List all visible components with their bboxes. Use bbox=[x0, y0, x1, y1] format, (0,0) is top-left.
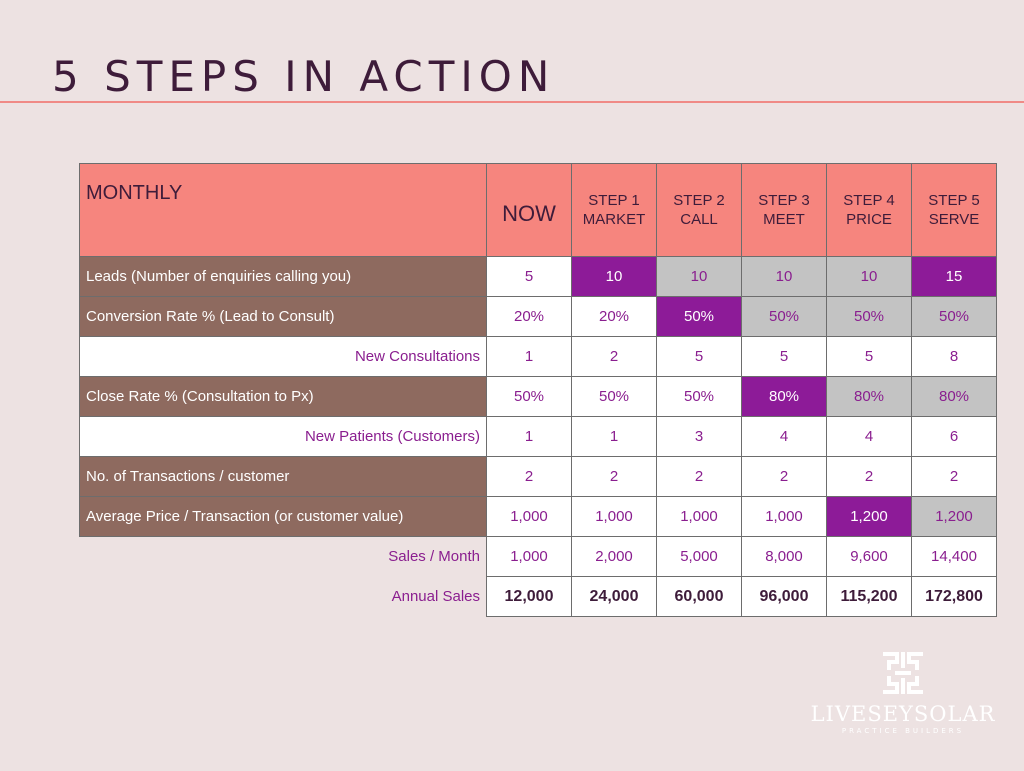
table-cell: 50% bbox=[657, 377, 742, 417]
table-cell: 1,000 bbox=[572, 497, 657, 537]
table-cell: 1 bbox=[487, 337, 572, 377]
table-cell: 8,000 bbox=[742, 537, 827, 577]
row-label: Leads (Number of enquiries calling you) bbox=[80, 257, 487, 297]
column-header-line2: MARKET bbox=[582, 211, 646, 228]
table-cell: 50% bbox=[657, 297, 742, 337]
column-header-line2: SERVE bbox=[928, 211, 980, 228]
table-cell: 50% bbox=[487, 377, 572, 417]
table-cell: 2 bbox=[487, 457, 572, 497]
table-cell: 96,000 bbox=[742, 577, 827, 617]
row-label: No. of Transactions / customer bbox=[80, 457, 487, 497]
sales-month-row bbox=[80, 537, 997, 577]
table-cell: 50% bbox=[912, 297, 997, 337]
table-row bbox=[80, 457, 997, 497]
table-cell: 8 bbox=[912, 337, 997, 377]
table-row bbox=[80, 257, 997, 297]
column-header-step-2 bbox=[657, 164, 742, 257]
table-cell: 4 bbox=[827, 417, 912, 457]
row-label: Conversion Rate % (Lead to Consult) bbox=[80, 297, 487, 337]
table-cell: 12,000 bbox=[487, 577, 572, 617]
column-header-step-3 bbox=[742, 164, 827, 257]
table-cell: 60,000 bbox=[657, 577, 742, 617]
column-header-line2: PRICE bbox=[846, 211, 892, 228]
table-cell: 10 bbox=[657, 257, 742, 297]
column-header-step-4 bbox=[827, 164, 912, 257]
table-cell: 2,000 bbox=[572, 537, 657, 577]
table-cell: 115,200 bbox=[827, 577, 912, 617]
table-cell: 9,600 bbox=[827, 537, 912, 577]
column-header-line1: STEP 3 bbox=[758, 192, 810, 209]
table-header-row bbox=[80, 164, 997, 257]
table-cell: 80% bbox=[827, 377, 912, 417]
company-logo bbox=[808, 650, 998, 735]
table-cell: 5 bbox=[657, 337, 742, 377]
logo-tagline: PRACTICE BUILDERS bbox=[841, 727, 965, 735]
column-header-now bbox=[487, 164, 572, 257]
column-header-line1: STEP 5 bbox=[928, 192, 980, 209]
maze-logo-icon bbox=[879, 650, 927, 696]
table-cell: 2 bbox=[572, 337, 657, 377]
table-cell: 5 bbox=[827, 337, 912, 377]
table-cell: 10 bbox=[572, 257, 657, 297]
column-header-line1: STEP 2 bbox=[673, 192, 725, 209]
page-title: 5 STEPS IN ACTION bbox=[52, 52, 556, 101]
table-cell: 1,200 bbox=[912, 497, 997, 537]
corner-label: MONTHLY bbox=[80, 164, 487, 257]
table-cell: 6 bbox=[912, 417, 997, 457]
table-cell: 80% bbox=[742, 377, 827, 417]
table-cell: 4 bbox=[742, 417, 827, 457]
column-header-step-1 bbox=[572, 164, 657, 257]
column-header-line1: STEP 4 bbox=[843, 192, 895, 209]
table-cell: 14,400 bbox=[912, 537, 997, 577]
table-cell: 2 bbox=[657, 457, 742, 497]
table-cell: 15 bbox=[912, 257, 997, 297]
table-cell: 5,000 bbox=[657, 537, 742, 577]
table-cell: 10 bbox=[827, 257, 912, 297]
row-label: Sales / Month bbox=[388, 548, 480, 566]
table-cell: 20% bbox=[487, 297, 572, 337]
table-row bbox=[80, 417, 997, 457]
column-header-step-5 bbox=[912, 164, 997, 257]
table-cell: 5 bbox=[742, 337, 827, 377]
row-label: Annual Sales bbox=[391, 588, 480, 605]
table-cell: 1,000 bbox=[487, 497, 572, 537]
table-cell: 50% bbox=[572, 377, 657, 417]
table-cell: 50% bbox=[742, 297, 827, 337]
table-cell: 1 bbox=[572, 417, 657, 457]
table-row bbox=[80, 497, 997, 537]
logo-wordmark: LIVESEYSOLAR bbox=[810, 702, 996, 726]
row-label: Close Rate % (Consultation to Px) bbox=[80, 377, 487, 417]
table-cell: 172,800 bbox=[912, 577, 997, 617]
table-cell: 1,000 bbox=[487, 537, 572, 577]
table-cell: 80% bbox=[912, 377, 997, 417]
column-header-line2: MEET bbox=[763, 211, 805, 228]
column-header-line2: CALL bbox=[680, 211, 718, 228]
table-cell: 1,000 bbox=[657, 497, 742, 537]
annual-sales-row bbox=[80, 577, 997, 617]
column-header-line1: STEP 1 bbox=[588, 192, 640, 209]
row-label: New Consultations bbox=[80, 337, 487, 377]
table-cell: 1,000 bbox=[742, 497, 827, 537]
table-cell: 24,000 bbox=[572, 577, 657, 617]
table-cell: 5 bbox=[487, 257, 572, 297]
table-cell: 1,200 bbox=[827, 497, 912, 537]
title-divider bbox=[0, 101, 1024, 103]
table-cell: 20% bbox=[572, 297, 657, 337]
row-label: Average Price / Transaction (or customer value) bbox=[80, 497, 487, 537]
table-cell: 2 bbox=[827, 457, 912, 497]
table-cell: 3 bbox=[657, 417, 742, 457]
table-row bbox=[80, 337, 997, 377]
row-label: New Patients (Customers) bbox=[80, 417, 487, 457]
table-cell: 2 bbox=[742, 457, 827, 497]
table-cell: 50% bbox=[827, 297, 912, 337]
table-cell: 1 bbox=[487, 417, 572, 457]
column-header-line1: NOW bbox=[502, 200, 556, 226]
table-cell: 2 bbox=[912, 457, 997, 497]
steps-table bbox=[79, 163, 997, 617]
table-row bbox=[80, 297, 997, 337]
table-cell: 10 bbox=[742, 257, 827, 297]
table-cell: 2 bbox=[572, 457, 657, 497]
table-row bbox=[80, 377, 997, 417]
